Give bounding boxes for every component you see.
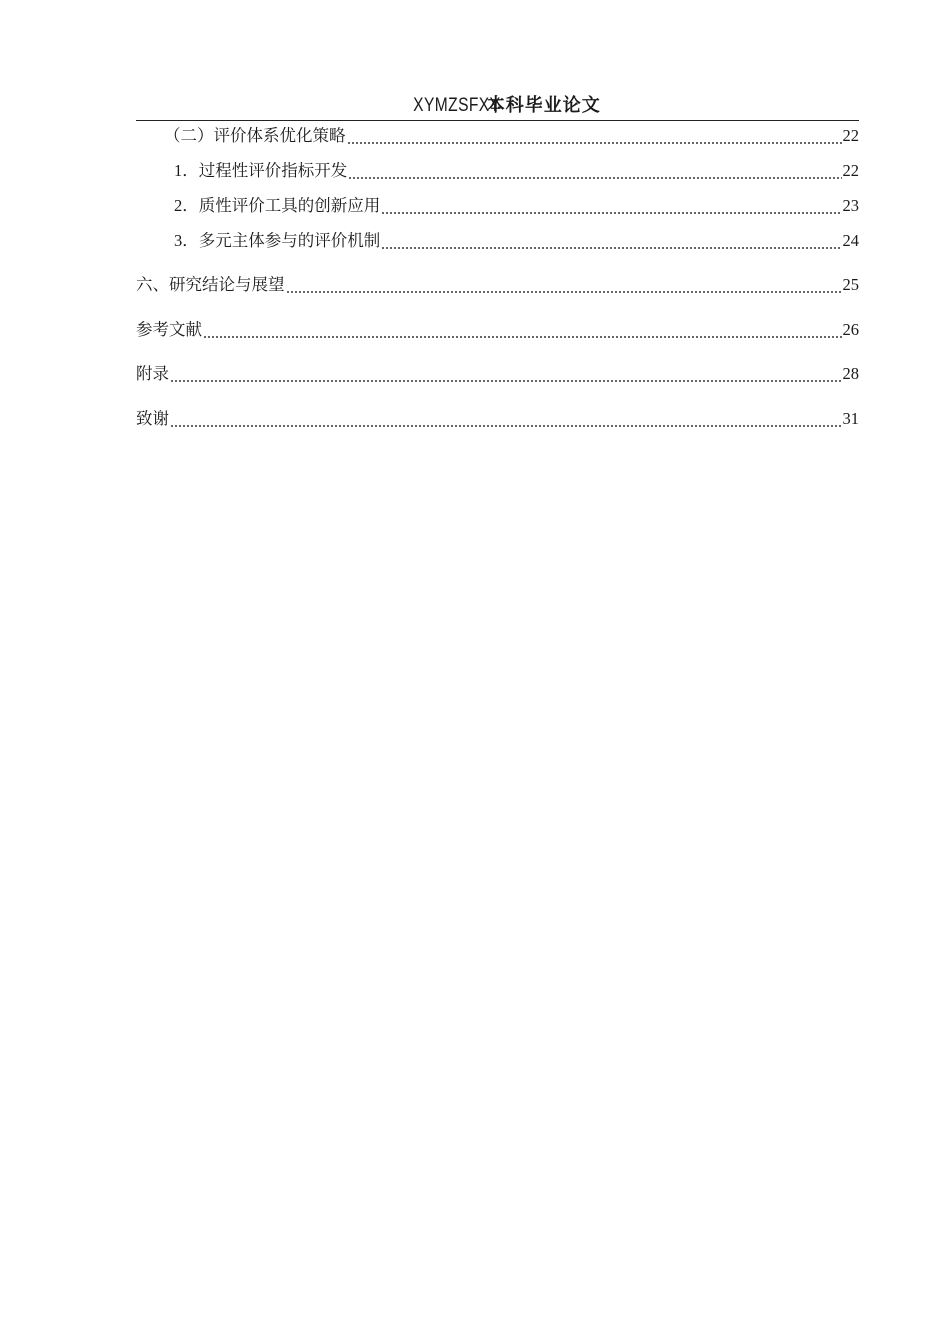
toc-leader-dots: [381, 212, 841, 214]
toc-leader-dots: [347, 142, 842, 144]
toc-leader-dots: [170, 380, 842, 382]
toc-entry-page: 25: [842, 275, 859, 294]
toc-leader-dots: [381, 247, 841, 249]
toc-entry-process-indicators[interactable]: [136, 159, 859, 183]
toc-entry-evaluation-optimization[interactable]: [136, 124, 859, 148]
toc-entry-label: 1．过程性评价指标开发: [174, 161, 348, 180]
toc-entry-page: 22: [842, 161, 859, 180]
toc-leader-dots: [203, 336, 842, 338]
toc-entry-page: 22: [842, 126, 859, 145]
toc-entry-label: 附录: [136, 364, 169, 383]
toc-entry-page: 24: [842, 231, 859, 250]
toc-entry-page: 23: [842, 196, 859, 215]
toc-entry-conclusion[interactable]: [136, 273, 859, 297]
header-title: 本科毕业论文: [486, 95, 601, 116]
toc-entry-label: 2．质性评价工具的创新应用: [174, 196, 381, 215]
toc-leader-dots: [286, 291, 842, 293]
toc-entry-label: 致谢: [136, 409, 169, 428]
toc-entry-multi-stakeholder[interactable]: [136, 229, 859, 253]
toc-leader-dots: [170, 425, 842, 427]
toc-entry-acknowledgements[interactable]: [136, 407, 859, 431]
toc-leader-dots: [348, 177, 841, 179]
toc-entry-label: 参考文献: [136, 320, 202, 339]
toc-entry-label: 六、研究结论与展望: [136, 275, 285, 294]
toc-entry-label: 3．多元主体参与的评价机制: [174, 231, 381, 250]
toc-entry-page: 31: [842, 409, 859, 428]
toc-entry-page: 26: [842, 320, 859, 339]
toc-entry-appendix[interactable]: [136, 362, 859, 386]
toc-entry-page: 28: [842, 364, 859, 383]
toc-entry-label: （二）评价体系优化策略: [164, 126, 346, 145]
toc-entry-references[interactable]: [136, 318, 859, 342]
header-school-code: XYMZSFXY: [413, 95, 501, 116]
page-header: [136, 92, 859, 121]
toc-entry-qualitative-tools[interactable]: [136, 194, 859, 218]
